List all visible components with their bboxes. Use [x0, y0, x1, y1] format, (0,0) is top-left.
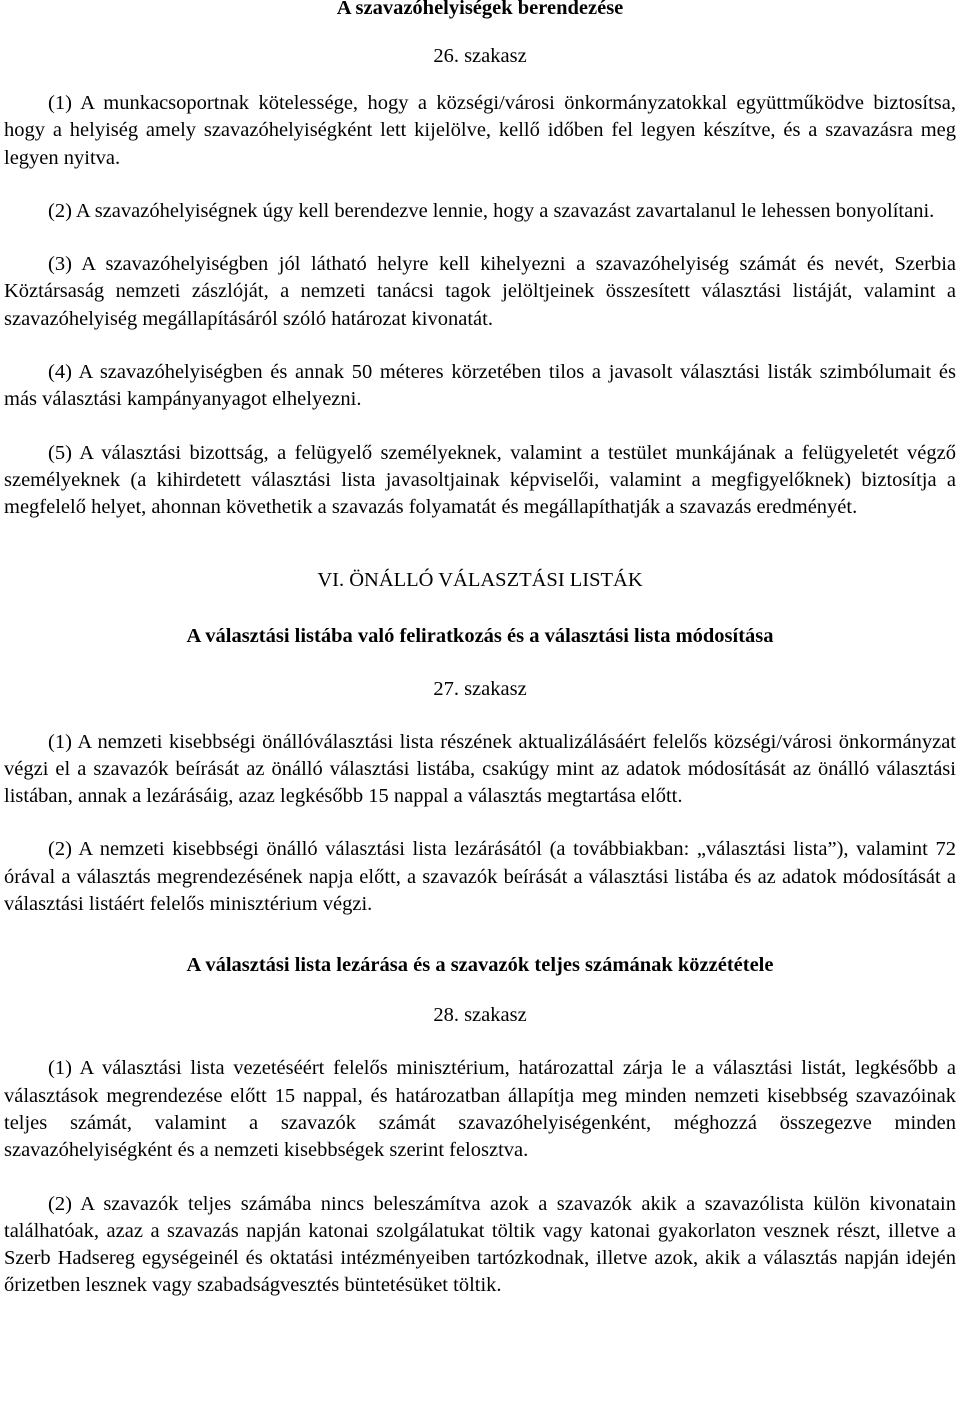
section27-subheading: A választási listába való feliratkozás és a választási lista módosítása — [186, 624, 774, 647]
document-page — [4, 0, 956, 1300]
section-number-28: 28. szakasz — [433, 1004, 527, 1027]
section26-paragraph-2: (2) A szavazóhelyiségnek úgy kell berendezve lennie, hogy a szavazást zavartalanul le lehessen bonyolítani. — [48, 199, 935, 222]
section27-paragraph-2: (2) A nemzeti kisebbségi önálló választási lista lezárásától (a továbbiakban: „választási lista”), valamint 72 órával a választás megrendezésének napja előtt, a szavazók beírását a választási listába és az adatok módosítását a választási listáért felelős minisztérium végzi. — [4, 838, 956, 916]
document-title: A szavazóhelyiségek berendezése — [336, 0, 624, 19]
section-number-26: 26. szakasz — [433, 45, 527, 67]
chapter-title: VI. ÖNÁLLÓ VÁLASZTÁSI LISTÁK — [317, 568, 643, 591]
section26-paragraph-1: (1) A munkacsoportnak kötelessége, hogy a községi/városi önkormányzatokkal együttműködve biztosítsa, hogy a helyiség amely szavazóhelyiségként lett kijelölve, kellő időben fel legyen készítve, és a szavazásra meg legyen nyitva. — [4, 92, 956, 169]
section28-subheading: A választási lista lezárása és a szavazók teljes számának közzététele — [186, 954, 774, 977]
section27-paragraph-1: (1) A nemzeti kisebbségi önállóválasztási lista részének aktualizálásáért felelős községi/városi önkormányzat végzi el a szavazók beírását az önálló választási listába, csakúgy mint az adatok módosítását az önálló választási listában, annak a lezárásáig, azaz legkésőbb 15 nappal a választás megtartása előtt. — [4, 730, 956, 808]
section26-paragraph-5: (5) A választási bizottság, a felügyelő személyeknek, valamint a testület munkájának a felügyeletét végző személyeknek (a kihirdetett választási lista javasoltjainak képviselői, valamint a megfigyelőknek) biztosítja a megfelelő helyet, ahonnan követhetik a szavazás folyamatát és megállapíthatják a szavazás eredményét. — [4, 441, 956, 519]
section26-paragraph-3: (3) A szavazóhelyiségben jól látható helyre kell kihelyezni a szavazóhelyiség számát és nevét, Szerbia Köztársaság nemzeti zászlóját, a nemzeti tanácsi tagok jelöltjeinek összesített választási listáját, valamint a szavazóhelyiség megállapításáról szóló határozat kivonatát. — [4, 253, 956, 330]
section-number-27: 27. szakasz — [433, 677, 527, 700]
section28-paragraph-2: (2) A szavazók teljes számába nincs beleszámítva azok a szavazók akik a szavazólista külön kivonatain találhatóak, azaz a szavazás napján katonai szolgálatukat töltik vagy katonai gyakorlaton vesznek részt, illetve a Szerb Hadsereg egységeinél és oktatási intézményeiben tartózkodnak, illetve azok, akik a választás napján idején őrizetben lesznek vagy szabadságvesztés büntetésüket töltik. — [4, 1192, 956, 1297]
section28-paragraph-1: (1) A választási lista vezetéséért felelős minisztérium, határozattal zárja le a választási listát, legkésőbb a választások megrendezése előtt 15 nappal, és határozatban állapítja meg minden nemzeti kisebbség szavazóinak teljes számát, valamint a szavazók számát szavazóhelyiségenként, méghozzá összegezve minden szavazóhelyiségként és a nemzeti kisebbségek szerint felosztva. — [4, 1057, 956, 1162]
section26-paragraph-4: (4) A szavazóhelyiségben és annak 50 méteres körzetében tilos a javasolt választási listák szimbólumait és más választási kampányanyagot elhelyezni. — [4, 361, 956, 411]
